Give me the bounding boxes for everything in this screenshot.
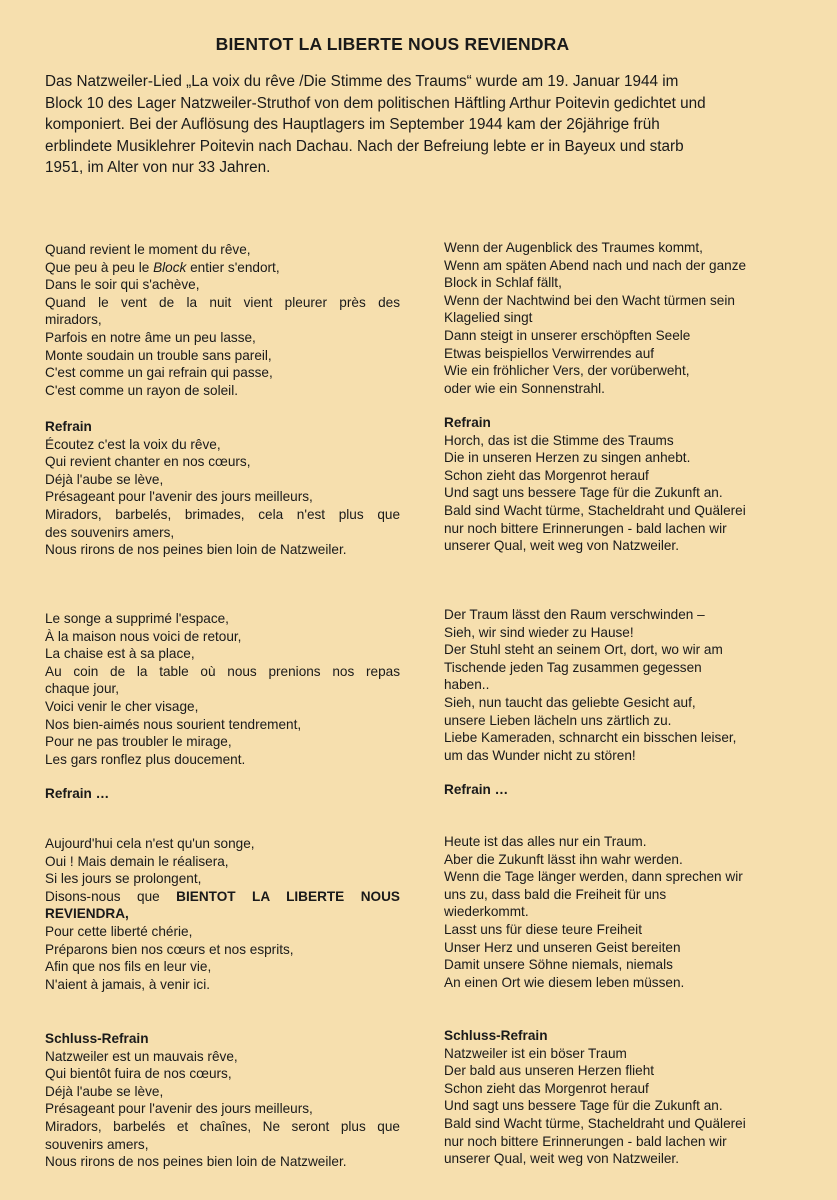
verse-line: Und sagt uns bessere Tage für die Zukunft an. [444,1098,723,1114]
verse-line: Wenn am späten Abend nach und nach der ganze [444,257,747,273]
verse-line: C'est comme un gai refrain qui passe, [45,365,273,381]
verse-line: Miradors, barbelés et chaînes, Ne seront plus que [45,1118,400,1134]
intro-line: komponiert. Bei der Auflösung des Hauptlagers im September 1944 kam der 26jährige früh [45,116,660,133]
verse-line: Présageant pour l'avenir des jours meilleurs, [45,1101,313,1117]
verse-line: Sieh, nun taucht das geliebte Gesicht auf, [444,694,696,710]
verse-line: Der Traum lässt den Raum verschwinden – [444,607,705,622]
verse-line: Der Stuhl steht an seinem Ort, dort, wo wir am [444,642,723,658]
verse-line: Wenn der Nachtwind bei den Wacht türmen sein [444,292,735,308]
verse-line: Le songe a supprimé l'espace, [45,611,229,626]
verse-line: des souvenirs amers, [45,524,175,540]
verse-line: REVIENDRA, [45,906,129,922]
intro-line: 1951, im Alter von nur 33 Jahren. [45,159,271,176]
verse-line [45,888,400,906]
verse-line: miradors, [45,312,102,328]
verse-line: wiederkommt. [444,904,529,920]
page-title: BIENTOT LA LIBERTE NOUS REVIENDRA [215,34,570,54]
verse-line: Quand le vent de la nuit vient pleurer près des [45,294,400,310]
verse-line: Écoutez c'est la voix du rêve, [45,436,221,452]
verse-line: Présageant pour l'avenir des jours meilleurs, [45,489,313,505]
german-verse-1 [444,239,804,397]
verse-line: Aujourd'hui cela n'est qu'un songe, [45,836,255,851]
intro-paragraph [45,71,805,179]
french-refrain-repeat [45,785,400,803]
refrain-heading: Refrain [45,419,92,434]
verse-line: Natzweiler ist ein böser Traum [444,1045,627,1061]
german-refrain [444,414,804,555]
verse-line: Wenn der Augenblick des Traumes kommt, [444,240,703,255]
text-fragment: Que peu à peu le [45,259,154,275]
verse-line: Etwas beispiellos Verwirrendes auf [444,345,655,361]
verse-line: Und sagt uns bessere Tage für die Zukunft an. [444,485,723,501]
verse-line: Heute ist das alles nur ein Traum. [444,834,647,849]
verse-line: Dann steigt in unserer erschöpften Seele [444,327,691,343]
verse-line: À la maison nous voici de retour, [45,628,242,644]
verse-line: uns zu, dass bald die Freiheit für uns [444,886,667,902]
verse-line [45,259,400,277]
verse-line: Klagelied singt [444,310,533,326]
verse-line: Qui bientôt fuira de nos cœurs, [45,1066,232,1082]
verse-line: N'aient à jamais, à venir ici. [45,976,211,992]
verse-line: Monte soudain un trouble sans pareil, [45,347,272,363]
french-final-refrain [45,1030,400,1171]
french-refrain [45,418,400,559]
verse-line: Tischende jeden Tag zusammen gegessen [444,659,702,675]
verse-line: Préparons bien nos cœurs et nos esprits, [45,941,294,957]
refrain-heading: Refrain … [45,786,110,801]
verse-line: Die in unseren Herzen zu singen anhebt. [444,450,691,466]
verse-line: unsere Lieben lächeln uns zärtlich zu. [444,712,672,728]
verse-line: An einen Ort wie diesem leben müssen. [444,974,685,990]
verse-line: Pour cette liberté chérie, [45,923,193,939]
verse-line: Aber die Zukunft lässt ihn wahr werden. [444,851,683,867]
verse-line: Liebe Kameraden, schnarcht ein bisschen leiser, [444,730,737,746]
verse-line: Bald sind Wacht türme, Stacheldraht und Quälerei [444,1115,746,1131]
verse-line: Les gars ronflez plus doucement. [45,751,246,767]
verse-line: Afin que nos fils en leur vie, [45,959,212,975]
text-fragment: Disons-nous que [45,888,177,904]
verse-line: Qui revient chanter en nos cœurs, [45,454,251,470]
german-verse-3 [444,833,804,991]
verse-line: oder wie ein Sonnenstrahl. [444,380,605,396]
verse-line: Si les jours se prolongent, [45,871,202,887]
text-fragment: entier s'endort, [186,259,280,275]
intro-line: erblindete Musiklehrer Poitevin nach Dachau. Nach der Befreiung lebte er in Bayeux und starb [45,137,684,155]
verse-line: Wie ein fröhlicher Vers, der vorüberweht, [444,363,690,379]
verse-line: Lasst uns für diese teure Freiheit [444,921,642,937]
verse-line: nur noch bittere Erinnerungen - bald lachen wir [444,1133,727,1149]
verse-line: Nos bien-aimés nous sourient tendrement, [45,716,302,732]
intro-line: Das Natzweiler-Lied „La voix du rêve /Die Stimme des Traums“ wurde am 19. Januar 1944 im [45,73,679,90]
verse-line: Sieh, wir sind wieder zu Hause! [444,624,634,640]
german-final-refrain [444,1027,804,1168]
verse-line: Au coin de la table où nous prenions nos repas [45,663,400,679]
german-refrain-repeat [444,781,804,799]
verse-line: Wenn die Tage länger werden, dann sprechen wir [444,869,743,885]
verse-line: Miradors, barbelés, brimades, cela n'est plus que [45,506,400,522]
verse-line: Horch, das ist die Stimme des Traums [444,432,674,448]
verse-line: Damit unsere Söhne niemals, niemals [444,957,673,973]
refrain-heading: Refrain [444,415,491,430]
verse-line: unserer Qual, weit weg von Natzweiler. [444,1151,679,1167]
verse-line: Nous rirons de nos peines bien loin de Natzweiler. [45,1154,347,1170]
verse-line: Déjà l'aube se lève, [45,1083,164,1099]
verse-line: haben.. [444,677,490,693]
verse-line: chaque jour, [45,681,120,697]
verse-line: nur noch bittere Erinnerungen - bald lachen wir [444,520,727,536]
verse-line: um das Wunder nicht zu stören! [444,747,636,763]
german-verse-2 [444,606,804,764]
french-verse-3 [45,835,400,993]
verse-line: unserer Qual, weit weg von Natzweiler. [444,538,679,554]
verse-line: La chaise est à sa place, [45,646,195,662]
verse-line: Quand revient le moment du rêve, [45,242,251,257]
italic-word: Block [153,259,187,275]
verse-line: Déjà l'aube se lève, [45,471,164,487]
intro-line: Block 10 des Lager Natzweiler-Struthof von dem politischen Häftling Arthur Poitevin gedichtet und [45,94,706,112]
verse-line: Parfois en notre âme un peu lasse, [45,329,256,345]
verse-line: Dans le soir qui s'achève, [45,277,200,293]
verse-line: Natzweiler est un mauvais rêve, [45,1048,238,1064]
verse-line: Pour ne pas troubler le mirage, [45,734,232,750]
refrain-heading: Schluss-Refrain [45,1031,149,1046]
refrain-heading: Schluss-Refrain [444,1028,548,1043]
verse-line: Nous rirons de nos peines bien loin de Natzweiler. [45,542,347,558]
verse-line: Schon zieht das Morgenrot herauf [444,467,649,483]
verse-line: Bald sind Wacht türme, Stacheldraht und Quälerei [444,502,746,518]
french-verse-1 [45,241,400,399]
verse-line: C'est comme un rayon de soleil. [45,382,238,398]
verse-line: Unser Herz und unseren Geist bereiten [444,939,681,955]
french-verse-2 [45,610,400,768]
verse-line: Voici venir le cher visage, [45,698,199,714]
verse-line: Schon zieht das Morgenrot herauf [444,1080,649,1096]
refrain-heading: Refrain … [444,782,509,797]
verse-line: Der bald aus unseren Herzen flieht [444,1063,655,1079]
verse-line: Oui ! Mais demain le réalisera, [45,853,229,869]
verse-line: souvenirs amers, [45,1136,149,1152]
verse-line: Block in Schlaf fällt, [444,275,562,291]
bold-title-phrase: BIENTOT LA LIBERTE NOUS [176,888,400,904]
